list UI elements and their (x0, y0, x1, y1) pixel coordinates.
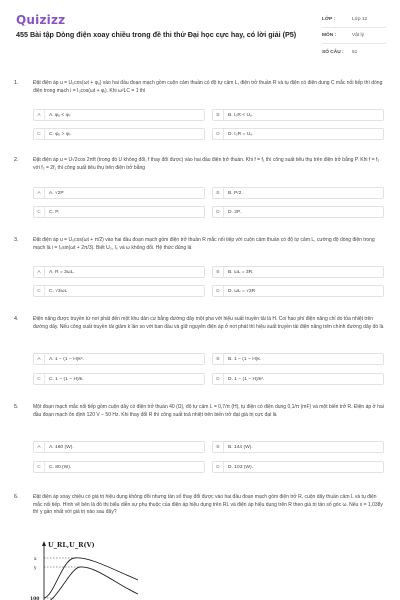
option-b[interactable] (212, 187, 384, 199)
option-c[interactable] (33, 128, 205, 140)
option-c[interactable] (33, 285, 205, 297)
question-text: Đặt điện áp xoay chiều có giá trị hiệu dụng không đổi nhưng tần số thay đổi được vào hai đầu đoạn mạch gồm điện trở R, cuộn dây thuần cảm L và tụ điện mắc nối tiếp. Hình vẽ bên là đồ thị biểu diễn sự phụ thuộc của điện áp hiệu dụng trên RL và điện áp hiệu dụng trên R theo giá trị tần số góc ω. Nếu x = 1,038y thì y gần nhất với giá trị nào sau đây? (33, 494, 383, 516)
document-title: 455 Bài tập Dòng điện xoay chiều trong đề thi thử Đại học cực hay, có lời giải (P5) (16, 30, 297, 39)
option-letter: A (34, 110, 45, 120)
question-graph (30, 538, 140, 600)
option-d[interactable] (212, 285, 384, 297)
option-a[interactable] (33, 266, 205, 278)
option-text: C. P. (49, 209, 60, 215)
question-number: 6. (14, 494, 19, 500)
option-letter: B (213, 110, 224, 120)
meta-label: SỐ CÂU : (322, 49, 344, 55)
option-a[interactable] (33, 109, 205, 121)
option-text: B. I₀R < U₀. (228, 112, 254, 118)
y-axis-label: U_RL,U_R(V) (48, 541, 95, 549)
option-letter: D (213, 462, 224, 472)
option-c[interactable] (33, 461, 205, 473)
option-text: A. φᵤ < φᵢ. (49, 112, 71, 118)
option-text: B. P/2. (228, 190, 243, 196)
option-text: B. 1 − (1 − H)k. (228, 356, 262, 362)
curve-ur (44, 567, 138, 600)
option-c[interactable] (33, 373, 205, 385)
option-letter: C (34, 129, 45, 139)
question-text: Một đoạn mạch mắc nối tiếp gồm cuộn dây có điện trở thuần 40 (Ω), độ tự cảm L = 0,7/π (H), tụ điện có điện dung 0,1/π (mF) và một biến trở R. Điện áp ở hai đầu đoạn mạch ổn định 120 V − 50 Hz. Khi thay đổi R thì công suất toả nhiệt trên biến trở đạt giá trị cực đại là (33, 404, 384, 418)
option-letter: A (34, 442, 45, 452)
option-a[interactable] (33, 441, 205, 453)
option-letter: C (34, 374, 45, 384)
document-header (0, 0, 400, 64)
option-letter: C (34, 462, 45, 472)
option-letter: B (213, 442, 224, 452)
question-text: Đặt điện áp u = U₀cos(ωt + π/2) vào hai đầu đoạn mạch gồm điện trở thuần R mắc nối tiếp với cuộn cảm thuần có độ tự cảm L, cường độ dòng điện trong mạch là i = I₀sin(ωt + 2π/3). Biết U₀, I₀ và ω không đổi. Hệ thức đúng là (33, 237, 375, 251)
quizizz-logo: Quizizz (16, 13, 66, 27)
option-letter: A (34, 267, 45, 277)
option-letter: B (213, 188, 224, 198)
option-b[interactable] (212, 109, 384, 121)
meta-row-class (322, 12, 386, 28)
option-letter: A (34, 354, 45, 364)
option-text: D. I₀R = U₀. (228, 131, 254, 137)
question-number: 4. (14, 316, 19, 322)
option-text: D. ωL = √3R (228, 288, 256, 294)
option-b[interactable] (212, 441, 384, 453)
document-meta (322, 12, 386, 60)
meta-value: 51 (352, 49, 358, 55)
option-text: A. √2P (49, 190, 64, 196)
option-c[interactable] (33, 206, 205, 218)
option-text: C. 1 − (1 − H)/k. (49, 376, 84, 382)
option-letter: B (213, 354, 224, 364)
option-letter: B (213, 267, 224, 277)
option-text: A. R = 3ωL. (49, 269, 75, 275)
meta-row-subject (322, 28, 386, 44)
question-text: Điện năng được truyền từ nơi phát đến một khu dân cư bằng đường dây một pha với hiệu suất truyền tải là H. Coi hao phí điện năng chỉ do tỏa nhiệt trên đường dây. Nếu công suất truyền tải giảm k lần so với ban đầu và giữ nguyên điện áp ở nơi phát thì hiệu suất truyền tải điện năng trên chính đường dây đó là (33, 316, 384, 330)
option-d[interactable] (212, 128, 384, 140)
option-letter: D (213, 374, 224, 384)
option-letter: D (213, 207, 224, 217)
option-d[interactable] (212, 461, 384, 473)
tick-y-label: y (34, 566, 37, 571)
question-number: 3. (14, 237, 19, 243)
question-text: Đặt điện áp u = U₀cos(ωt + φᵤ) vào hai đầu đoạn mạch gồm cuộn cảm thuần có độ tự cảm L, điện trở thuần R và tụ điện có điện dung C mắc nối tiếp thì dòng điện trong mạch i = I₀cos(ωt + φᵢ). Khi ω²LC = 1 thì (33, 80, 383, 94)
option-letter: C (34, 286, 45, 296)
option-text: D. 2P. (228, 209, 241, 215)
tick-100-label: 100 (30, 597, 40, 600)
option-letter: A (34, 188, 45, 198)
option-text: B. ωL = 3R. (228, 269, 254, 275)
option-text: D. 103 (W). (228, 464, 254, 470)
question-number: 2. (14, 157, 19, 163)
option-letter: D (213, 286, 224, 296)
option-b[interactable] (212, 266, 384, 278)
meta-label: MÔN : (322, 33, 337, 38)
option-text: A. 1 − (1 − H)k². (49, 356, 84, 362)
option-a[interactable] (33, 187, 205, 199)
option-a[interactable] (33, 353, 205, 365)
option-text: C. 80 (W). (49, 464, 72, 470)
option-d[interactable] (212, 373, 384, 385)
option-b[interactable] (212, 353, 384, 365)
meta-row-count (322, 44, 386, 60)
meta-value: Lớp 12 (352, 17, 368, 22)
question-text: Đặt điện áp u = U√2cos 2πft (trong đó U không đổi, f thay đổi được) vào hai đầu điện trở thuần. Khi f = f₁ thì công suất tiêu thụ trên điện trở bằng P. Khi f = f₂ với f₂ = 2f₁ thì công suất tiêu thụ trên điện trở bằng (33, 157, 380, 171)
option-text: B. 144 (W). (228, 444, 253, 450)
question-number: 5. (14, 404, 19, 410)
option-text: C. √3ωL (49, 288, 68, 294)
option-letter: C (34, 207, 45, 217)
option-text: D. 1 − (1 − H)/k². (228, 376, 265, 382)
option-text: A. 160 (W). (49, 444, 74, 450)
question-number: 1. (14, 80, 19, 86)
meta-value: Vật lý (352, 33, 364, 38)
option-text: C. φᵤ > φᵢ. (49, 131, 72, 137)
tick-x-label: x (34, 557, 37, 562)
option-letter: D (213, 129, 224, 139)
meta-label: LỚP : (322, 17, 336, 22)
graph-svg (30, 538, 140, 600)
y-axis-arrow (42, 541, 46, 546)
option-d[interactable] (212, 206, 384, 218)
